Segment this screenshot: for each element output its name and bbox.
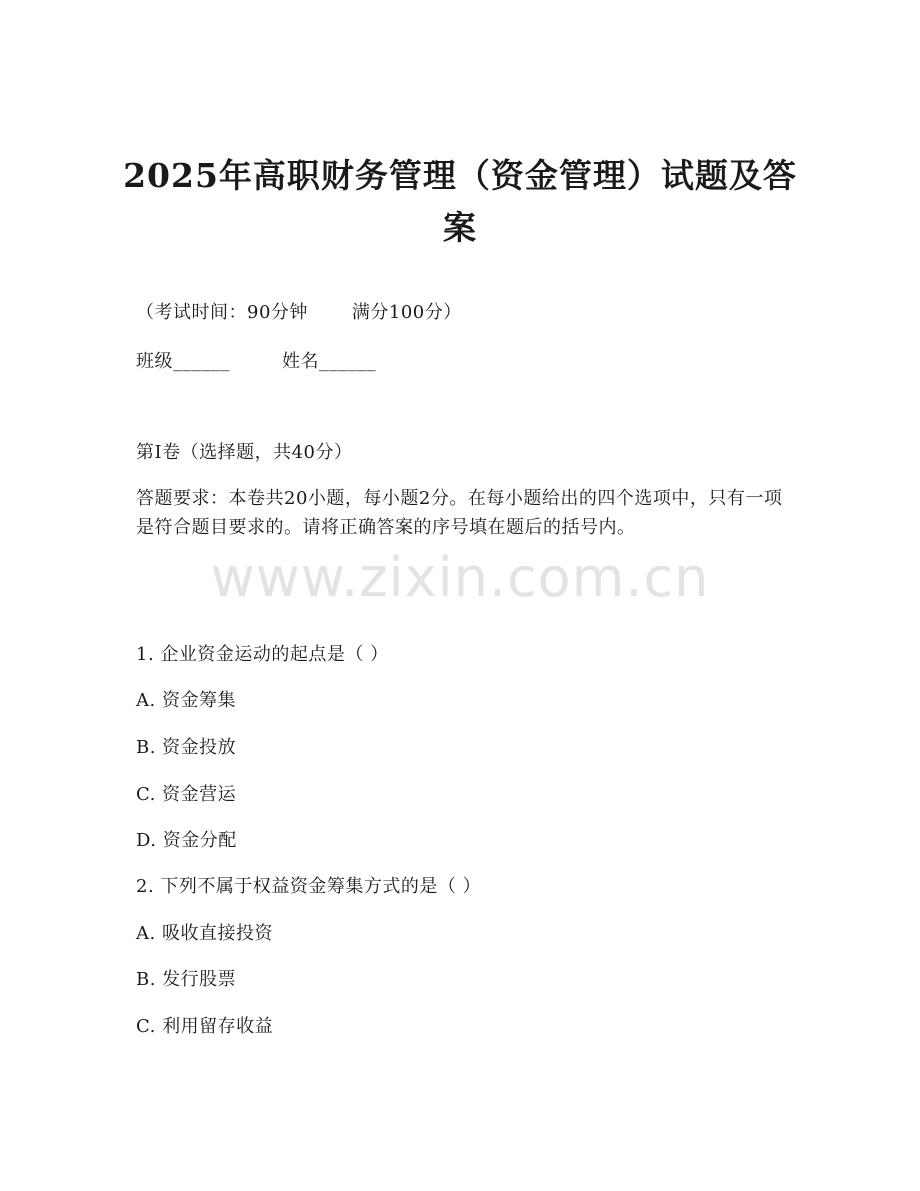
- question-2-option-a: A. 吸收直接投资: [136, 923, 273, 944]
- question-1-option-a: A. 资金筹集: [136, 690, 236, 711]
- section-heading: 第I卷（选择题，共40分）: [136, 442, 353, 463]
- question-2-stem: 2. 下列不属于权益资金筹集方式的是（ ）: [136, 876, 482, 897]
- question-2-option-c: C. 利用留存收益: [136, 1016, 274, 1037]
- question-1-option-d: D. 资金分配: [136, 830, 237, 851]
- exam-score: 满分100分）: [351, 302, 462, 323]
- question-1-option-c: C. 资金营运: [136, 784, 237, 805]
- exam-time: （考试时间：90分钟: [136, 302, 308, 323]
- class-field: 班级______: [136, 351, 230, 372]
- student-fields: [136, 349, 376, 375]
- watermark: www.zixin.com.cn: [210, 546, 710, 609]
- question-2-option-b: B. 发行股票: [136, 969, 237, 990]
- exam-info: [136, 300, 462, 326]
- document-title: 2025年高职财务管理（资金管理）试题及答案: [123, 156, 797, 247]
- section-instructions: 答题要求：本卷共20小题，每小题2分。在每小题给出的四个选项中，只有一项是符合题目要求的。请将正确答案的序号填在题后的括号内。: [136, 488, 783, 538]
- question-1-option-b: B. 资金投放: [136, 737, 237, 758]
- question-1-stem: 1. 企业资金运动的起点是（ ）: [136, 644, 389, 665]
- name-field: 姓名______: [282, 351, 376, 372]
